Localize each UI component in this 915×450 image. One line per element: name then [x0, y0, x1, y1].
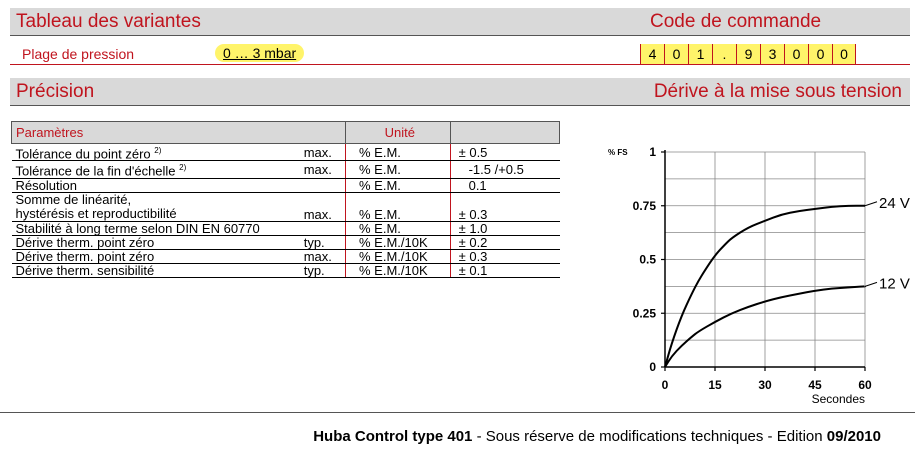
y-tick-label: 1: [649, 145, 656, 159]
variants-header-bar: [10, 8, 910, 36]
qualifier-cell: max.: [304, 192, 346, 221]
footer-divider: [0, 412, 915, 413]
header-unit: Unité: [345, 122, 450, 144]
param-cell: [12, 192, 304, 221]
qualifier-cell: max.: [304, 144, 346, 161]
table-row: [12, 263, 560, 277]
y-tick-label: 0: [649, 360, 656, 374]
precision-table: [11, 121, 560, 278]
order-code-digit: 3: [760, 44, 784, 64]
table-header-row: [12, 122, 560, 144]
footer: [313, 428, 881, 445]
y-tick-label: 0.25: [632, 306, 656, 321]
qualifier-cell: max.: [304, 249, 346, 263]
footer-text: - Sous réserve de modifications techniques - Edition: [472, 428, 827, 445]
qualifier-cell: [304, 221, 346, 235]
header-value: [450, 122, 559, 144]
footer-edition: 09/2010: [826, 428, 881, 445]
table-row: [12, 235, 560, 249]
param-label: Tolérance du point zéro: [15, 146, 151, 162]
x-tick-label: 60: [858, 378, 872, 392]
order-code-digit: 0: [784, 44, 808, 64]
table-row: [12, 178, 560, 192]
table-row: [12, 144, 560, 161]
param-cell: Dérive therm. point zéro: [12, 235, 304, 249]
value-cell: ± 0.3: [450, 192, 559, 221]
header-parameters: Paramètres: [12, 122, 346, 144]
order-code-digit: 9: [736, 44, 760, 64]
pressure-range-value: 0 … 3 mbar: [215, 44, 304, 62]
footnote-ref: 2): [179, 163, 187, 173]
x-axis-label: Secondes: [811, 392, 865, 406]
value-cell: 0.1: [450, 178, 559, 192]
unit-cell: % E.M.: [345, 144, 450, 161]
y-axis-label: % FS: [608, 148, 628, 157]
row-underline: [10, 64, 910, 65]
footer-brand: Huba Control type 401: [313, 428, 473, 445]
value-cell: ± 0.1: [450, 263, 559, 277]
order-code-title: Code de commande: [650, 10, 822, 32]
value-cell: ± 1.0: [450, 221, 559, 235]
qualifier-cell: max.: [304, 161, 346, 178]
x-tick-label: 0: [661, 378, 669, 392]
order-code-digit: 0: [808, 44, 832, 64]
x-tick-label: 15: [708, 378, 722, 392]
unit-cell: % E.M.: [345, 221, 450, 235]
variants-title: Tableau des variantes: [16, 10, 201, 32]
unit-cell: % E.M./10K: [345, 235, 450, 249]
x-tick-label: 30: [758, 378, 772, 392]
param-cell: [12, 161, 304, 178]
order-code-digit: 4: [640, 44, 664, 64]
order-code-digit: .: [712, 44, 736, 64]
pressure-range-label: Plage de pression: [22, 46, 135, 62]
series-label: 24 V: [879, 194, 910, 212]
table-row: [12, 161, 560, 178]
order-code-digit: 0: [832, 44, 856, 64]
value-cell: ± 0.3: [450, 249, 559, 263]
param-label: Tolérance de la fin d'échelle: [15, 163, 176, 179]
unit-cell: % E.M./10K: [345, 263, 450, 277]
param-label-line1: Somme de linéarité,: [15, 191, 132, 207]
unit-cell: % E.M.: [345, 161, 450, 178]
param-cell: Dérive therm. point zéro: [12, 249, 304, 263]
value-cell: ± 0.5: [450, 144, 559, 161]
y-tick-label: 0.75: [632, 198, 656, 213]
qualifier-cell: [304, 178, 346, 192]
table-row: [12, 249, 560, 263]
precision-title: Précision: [16, 80, 95, 102]
unit-cell: % E.M.: [345, 192, 450, 221]
series-leader: [865, 202, 877, 206]
param-cell: Résolution: [12, 178, 304, 192]
x-tick-label: 45: [808, 378, 822, 392]
order-code-digit: 1: [688, 44, 712, 64]
unit-cell: % E.M.: [345, 178, 450, 192]
warmup-drift-chart: [600, 140, 915, 420]
table-row: [12, 192, 560, 221]
series-label: 12 V: [879, 275, 910, 293]
series-leader: [865, 282, 877, 286]
y-tick-label: 0.5: [639, 252, 656, 267]
precision-header-bar: [10, 78, 910, 106]
unit-cell: % E.M./10K: [345, 249, 450, 263]
param-cell: Stabilité à long terme selon DIN EN 60770: [12, 221, 304, 235]
value-cell: ± 0.2: [450, 235, 559, 249]
footnote-ref: 2): [154, 146, 162, 155]
table-row: [12, 221, 560, 235]
warmup-drift-title: Dérive à la mise sous tension: [653, 80, 902, 102]
param-cell: [12, 144, 304, 161]
order-code-digit: 0: [664, 44, 688, 64]
param-label-line2: hystérésis et reproductibilité: [15, 205, 177, 221]
param-cell: Dérive therm. sensibilité: [12, 263, 304, 277]
qualifier-cell: typ.: [304, 263, 346, 277]
order-code: [640, 44, 856, 64]
value-cell: -1.5 /+0.5: [450, 161, 559, 178]
qualifier-cell: typ.: [304, 235, 346, 249]
